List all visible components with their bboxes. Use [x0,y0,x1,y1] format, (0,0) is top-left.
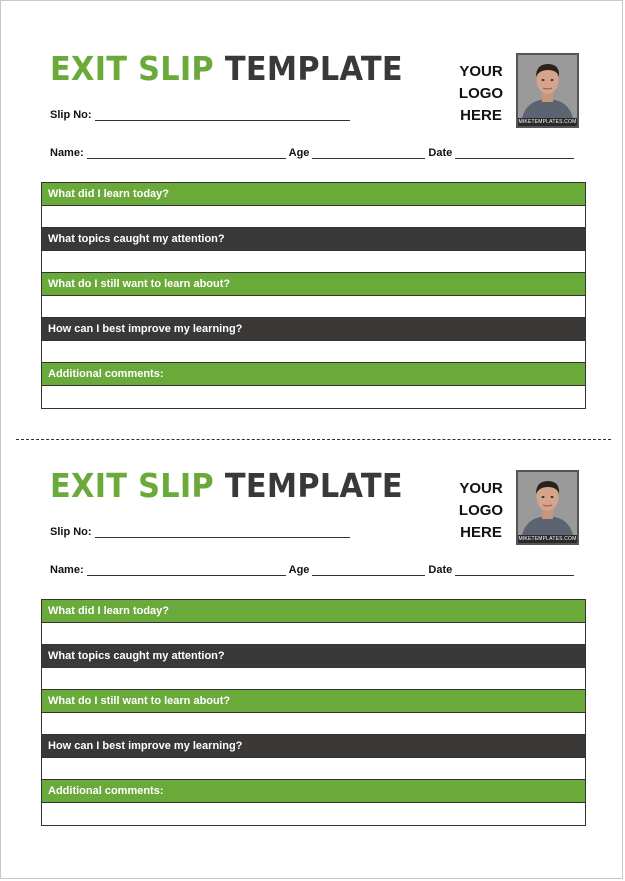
name-label: Name: [50,564,84,576]
question-header: What do I still want to learn about? [42,690,585,712]
photo-caption: MIKETEMPLATES.COM [518,119,577,125]
slip-no-label: Slip No: [50,526,92,538]
name-field[interactable] [87,146,286,159]
exit-slip-1 [1,1,622,421]
question-block [42,363,585,408]
question-header: Additional comments: [42,363,585,385]
date-field[interactable] [455,563,574,576]
question-block [42,183,585,228]
question-block [42,600,585,645]
slip-no-field[interactable] [95,525,350,538]
title-dark-part: TEMPLATE [224,49,403,88]
person-portrait-icon [518,55,577,118]
answer-field[interactable] [42,802,585,825]
slip-no-row [50,525,353,538]
date-label: Date [428,147,453,159]
title-green-part: EXIT SLIP [50,466,214,505]
person-portrait-icon [518,472,577,535]
logo-placeholder [453,61,509,127]
age-label: Age [288,147,310,159]
profile-photo [516,470,579,545]
slip-no-field[interactable] [95,108,350,121]
logo-line: HERE [460,107,502,124]
profile-photo [516,53,579,128]
question-header: Additional comments: [42,780,585,802]
age-label: Age [288,564,310,576]
answer-field[interactable] [42,250,585,273]
name-age-date-row [50,146,577,159]
answer-field[interactable] [42,712,585,735]
question-block [42,780,585,825]
date-field[interactable] [455,146,574,159]
question-table [41,599,586,826]
slip-title [50,466,403,505]
question-header: What topics caught my attention? [42,228,585,250]
slip-no-label: Slip No: [50,109,92,121]
name-age-date-row [50,563,577,576]
exit-slip-2 [1,418,622,838]
logo-line: YOUR [459,480,503,497]
question-header: How can I best improve my learning? [42,735,585,757]
answer-field[interactable] [42,295,585,318]
question-block [42,690,585,735]
answer-field[interactable] [42,340,585,363]
answer-field[interactable] [42,757,585,780]
photo-caption: MIKETEMPLATES.COM [518,536,577,542]
question-header: What did I learn today? [42,183,585,205]
question-header: What did I learn today? [42,600,585,622]
age-field[interactable] [312,146,425,159]
question-block [42,645,585,690]
answer-field[interactable] [42,667,585,690]
logo-line: LOGO [458,85,504,102]
question-header: What topics caught my attention? [42,645,585,667]
question-table [41,182,586,409]
question-block [42,228,585,273]
logo-line: YOUR [459,63,503,80]
logo-placeholder [453,478,509,544]
question-block [42,273,585,318]
slip-no-row [50,108,353,121]
question-block [42,735,585,780]
title-green-part: EXIT SLIP [50,49,214,88]
logo-line: HERE [460,524,502,541]
date-label: Date [428,564,453,576]
name-field[interactable] [87,563,286,576]
age-field[interactable] [312,563,425,576]
slip-title [50,49,403,88]
title-dark-part: TEMPLATE [224,466,403,505]
question-header: How can I best improve my learning? [42,318,585,340]
answer-field[interactable] [42,622,585,645]
name-label: Name: [50,147,84,159]
question-header: What do I still want to learn about? [42,273,585,295]
logo-line: LOGO [458,502,504,519]
answer-field[interactable] [42,385,585,408]
answer-field[interactable] [42,205,585,228]
question-block [42,318,585,363]
